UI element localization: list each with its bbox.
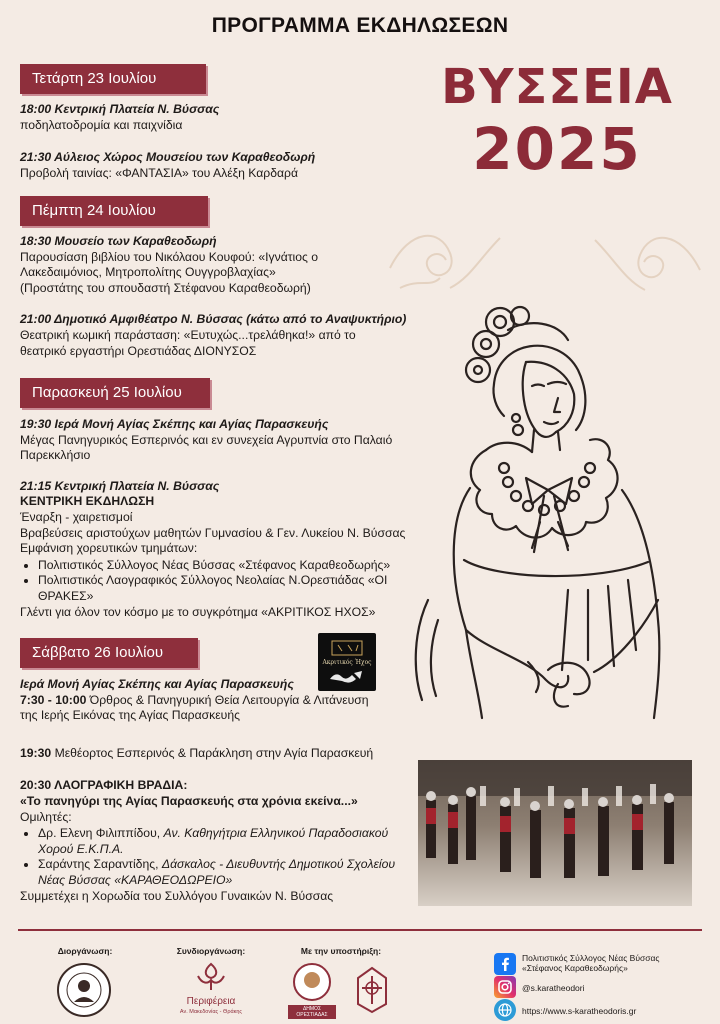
- brand-year: 2025: [472, 115, 642, 183]
- website-link[interactable]: https://www.s-karatheodoris.gr: [522, 1006, 637, 1016]
- event-description: Γλέντι για όλον τον κόσμο με το συγκρότημα «ΑΚΡΙΤΙΚΟΣ ΗΧΟΣ»: [20, 604, 376, 619]
- brand-name: ΒΥΣΣΕΙΑ: [441, 59, 673, 115]
- dance-photo: [418, 760, 692, 906]
- day-label-thursday: Πέμπτη 24 Ιουλίου: [20, 196, 208, 226]
- speakers-list: [38, 826, 408, 888]
- club-seal-logo: [56, 962, 112, 1018]
- event-description: Εμφάνιση χορευτικών τμημάτων:: [20, 541, 198, 556]
- facebook-link[interactable]: [522, 953, 712, 973]
- dance-groups-list: [38, 558, 418, 605]
- event-location: 21:15 Κεντρική Πλατεία Ν. Βύσσας: [20, 478, 220, 493]
- organization-label: Διοργάνωση:: [57, 946, 113, 956]
- list-item: [38, 826, 408, 857]
- event-location: 18:00 Κεντρική Πλατεία Ν. Βύσσας: [20, 102, 220, 116]
- day-label-saturday: Σάββατο 26 Ιουλίου: [20, 638, 198, 668]
- event-location: 18:30 Μουσείο των Καραθεοδωρή: [20, 234, 217, 248]
- event-description: Έναρξη - χαιρετισμοί: [20, 509, 133, 524]
- list-item: • Πολιτιστικός Λαογραφικός Σύλλογος Νεολαίας Ν.Ορεστιάδας «ΟΙ ΘΡΑΚΕΣ»: [38, 573, 418, 604]
- event-description: (Προστάτης του σπουδαστή Στέφανου Καραθεοδωρή): [20, 280, 311, 295]
- speaker-role: Αν. Καθηγήτρια Ελληνικού Παραδοσιακού Χορού Ε.Κ.Π.Α.: [38, 826, 389, 856]
- club-name-line1: Πολιτιστικός Σύλλογος Νέας Βύσσας: [522, 953, 660, 963]
- day-label-wednesday: Τετάρτη 23 Ιουλίου: [20, 64, 206, 94]
- woman-illustration: [408, 300, 708, 720]
- speaker-name: Σαράντης Σαραντίδης,: [38, 857, 162, 872]
- region-sub: Αν. Μακεδονίας - Θράκης: [179, 1009, 243, 1015]
- brand-title: [432, 58, 682, 182]
- municipality-logo: [292, 962, 332, 1002]
- event-description: Μέγας Πανηγυρικός Εσπερινός και εν συνεχεία Αγρυπνία στο Παλαιό: [20, 432, 393, 447]
- event-description: Προβολή ταινίας: «ΦΑΝΤΑΣΙΑ» του Αλέξη Καρδαρά: [20, 165, 299, 180]
- event-time: 7:30 - 10:00: [20, 692, 87, 707]
- instagram-icon[interactable]: [494, 976, 516, 998]
- event-location: Ιερά Μονή Αγίας Σκέπης και Αγίας Παρασκευής: [20, 677, 294, 691]
- event-description: Μεθέορτος Εσπερινός & Παράκληση στην Αγία Παρασκευή: [54, 745, 374, 760]
- event-description: Όρθρος & Πανηγυρική Θεία Λειτουργία & Λιτάνευση: [89, 692, 369, 707]
- event-description: Συμμετέχει η Χορωδία του Συλλόγου Γυναικών Ν. Βύσσας: [20, 888, 334, 903]
- day-label-friday: Παρασκευή 25 Ιουλίου: [20, 378, 210, 408]
- list-item: [38, 857, 408, 888]
- wednesday-events: [20, 102, 440, 181]
- event-location: 19:30 Ιερά Μονή Αγίας Σκέπης και Αγίας Παρασκευής: [20, 417, 329, 431]
- region-name: Περιφέρεια: [186, 996, 236, 1007]
- speaker-role: Δάσκαλος - Διευθυντής Δημοτικού Σχολείου Νέας Βύσσας «ΚΑΡΑΘΕΟΔΩΡΕΙΟ»: [38, 857, 396, 887]
- saturday-events: [20, 677, 420, 904]
- co-organization-label: Συνδιοργάνωση:: [176, 946, 246, 956]
- event-location: 21:30 Αύλειος Χώρος Μουσείου των Καραθεοδωρή: [20, 150, 316, 165]
- main-event-heading: ΚΕΝΤΡΙΚΗ ΕΚΔΗΛΩΣΗ: [20, 494, 155, 509]
- list-item: • Πολιτιστικός Σύλλογος Νέας Βύσσας «Στέφανος Καραθεοδωρής»: [38, 558, 418, 574]
- event-description: Βραβεύσεις αριστούχων μαθητών Γυμνασίου & Γεν. Λυκείου Ν. Βύσσας: [20, 525, 406, 540]
- event-description: Παρουσίαση βιβλίου του Νικόλαου Κουφού: «Ιγνάτιος ο: [20, 249, 319, 264]
- globe-icon[interactable]: [494, 999, 516, 1021]
- event-description: Παρεκκλήσιο: [20, 448, 91, 463]
- church-emblem-logo: [350, 964, 394, 1014]
- club-name-line2: «Στέφανος Καραθεοδωρής»: [522, 963, 628, 973]
- event-description: θεατρικό εργαστήρι Ορεστιάδας ΔΙΟΝΥΣΟΣ: [20, 343, 257, 358]
- event-description: Λακεδαιμόνιος, Μητροπολίτης Ουγγροβλαχίας»: [20, 265, 276, 280]
- page-title: ΠΡΟΓΡΑΜΜΑ ΕΚΔΗΛΩΣΕΩΝ: [211, 14, 509, 37]
- friday-events: [20, 417, 450, 620]
- event-description: Ομιλητές:: [20, 809, 72, 824]
- speaker-name: Δρ. Ελενη Φιλιππίδου,: [38, 826, 164, 841]
- right-ornament: [590, 210, 710, 300]
- event-description: της Ιερής Εικόνας της Αγίας Παρασκευής: [20, 708, 240, 723]
- municipality-name: ΔΗΜΟΣ ΟΡΕΣΤΙΑΔΑΣ: [288, 1005, 336, 1019]
- event-description: ποδηλατοδρομία και παιχνίδια: [20, 117, 183, 132]
- facebook-icon[interactable]: [494, 953, 516, 975]
- instagram-link[interactable]: @s.karatheodori: [522, 983, 585, 993]
- event-time: 19:30: [20, 745, 52, 760]
- event-location: 20:30 ΛΑΟΓΡΑΦΙΚΗ ΒΡΑΔΙΑ:: [20, 778, 188, 793]
- event-description: Θεατρική κωμική παράσταση: «Ευτυχώς...τρελάθηκα!» από το: [20, 327, 356, 342]
- evening-title: «Το πανηγύρι της Αγίας Παρασκευής στα χρόνια εκείνα...»: [20, 793, 358, 808]
- event-location: 21:00 Δημοτικό Αμφιθέατρο Ν. Βύσσας (κάτω από το Αναψυκτήριο): [20, 312, 407, 327]
- band-logo-text: Ακριτικός Ήχος: [322, 659, 372, 666]
- region-logo: [194, 962, 228, 992]
- support-label: Με την υποστήριξη:: [300, 946, 382, 956]
- footer-divider: [18, 929, 702, 931]
- thursday-events: [20, 234, 440, 359]
